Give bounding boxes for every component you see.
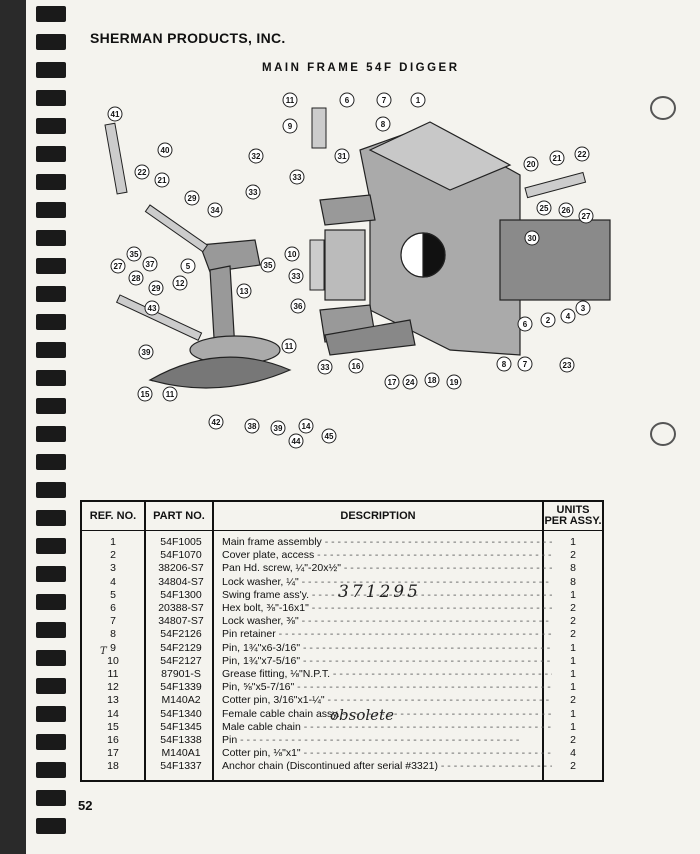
part-number-cell: 20388-S7 [158, 602, 204, 614]
part-number-cell: 34807-S7 [158, 615, 204, 628]
exploded-parts-diagram [70, 80, 630, 480]
svg-text:22: 22 [137, 168, 147, 177]
svg-text:15: 15 [140, 390, 150, 399]
svg-text:6: 6 [522, 320, 528, 329]
svg-text:43: 43 [147, 304, 157, 313]
description-cell: Cotter pin, 3/16"x1-¼" - - - [222, 694, 552, 707]
table-row [82, 681, 602, 694]
ref-cell: 14 [107, 707, 119, 720]
svg-text:14: 14 [301, 422, 311, 431]
table-row [82, 628, 602, 641]
description-cell: Anchor chain (Discontinued after serial #3321) - - - [222, 760, 552, 773]
description-cell: Female cable chain assy. - - - [222, 708, 552, 721]
svg-text:29: 29 [151, 284, 161, 293]
svg-text:33: 33 [248, 188, 258, 197]
ref-cell: 6 [110, 602, 116, 614]
units-cell: 2 [570, 734, 576, 746]
units-cell: 1 [570, 668, 576, 680]
description-cell: Swing frame ass'y. - - - [222, 589, 552, 602]
svg-text:29: 29 [187, 194, 197, 203]
svg-text:7: 7 [522, 360, 528, 369]
units-cell: 2 [570, 602, 576, 614]
ref-cell: 11 [107, 668, 119, 680]
table-row [82, 668, 602, 681]
part-number-cell: 87901-S [161, 668, 201, 680]
svg-text:26: 26 [561, 206, 571, 215]
svg-text:33: 33 [320, 363, 330, 372]
svg-text:40: 40 [160, 146, 170, 155]
units-cell: 2 [570, 694, 576, 707]
part-number-cell: 54F1338 [160, 734, 202, 746]
description-cell: Pin retainer - - - [222, 628, 552, 641]
units-cell: 1 [570, 588, 576, 601]
table-row [82, 562, 602, 575]
ref-cell: 8 [110, 628, 116, 641]
description-cell: Cover plate, access - - - [222, 549, 552, 562]
ref-cell: 12 [107, 681, 119, 694]
units-cell: 1 [570, 654, 576, 667]
units-cell: 1 [570, 641, 576, 654]
part-number-cell: 54F1005 [160, 536, 202, 548]
description-cell: Pin, ⅝"x5-7/16" - - - [222, 681, 552, 694]
units-cell: 1 [570, 536, 576, 548]
units-cell: 1 [570, 720, 576, 733]
svg-text:25: 25 [539, 204, 549, 213]
svg-text:11: 11 [285, 96, 295, 105]
part-number-cell: 54F2126 [160, 628, 202, 641]
units-cell: 2 [570, 628, 576, 641]
units-cell: 2 [570, 615, 576, 628]
svg-text:31: 31 [337, 152, 347, 161]
col-header-part: PART NO. [146, 502, 212, 531]
svg-text:45: 45 [324, 432, 334, 441]
svg-text:33: 33 [291, 272, 301, 281]
company-name: SHERMAN PRODUCTS, INC. [90, 30, 286, 46]
svg-text:35: 35 [263, 261, 273, 270]
table-row [82, 747, 602, 760]
table-row [82, 602, 602, 615]
handwritten-note-serial: 371295 [338, 582, 421, 602]
ref-cell: 5 [110, 588, 116, 601]
table-row [82, 760, 602, 773]
ref-cell: 9 [110, 641, 116, 654]
table-row [82, 655, 602, 668]
table-row [82, 734, 602, 747]
svg-text:41: 41 [110, 110, 120, 119]
svg-text:37: 37 [145, 260, 155, 269]
svg-text:27: 27 [581, 212, 591, 221]
table-row [82, 549, 602, 562]
svg-text:11: 11 [165, 390, 175, 399]
units-cell: 2 [570, 549, 576, 562]
svg-text:6: 6 [344, 96, 350, 105]
comb-binding [26, 0, 70, 854]
svg-text:1: 1 [415, 96, 421, 105]
handwritten-note-obsolete: obsolete [330, 706, 394, 724]
part-number-cell: 34804-S7 [158, 575, 204, 588]
svg-text:27: 27 [113, 262, 123, 271]
svg-text:2: 2 [545, 316, 551, 325]
ref-cell: 16 [107, 734, 119, 746]
svg-text:3: 3 [580, 304, 586, 313]
svg-text:8: 8 [501, 360, 507, 369]
description-cell: Grease fitting, ⅛"N.P.T. - - - [222, 668, 552, 681]
col-header-units: UNITS PER ASSY. [544, 502, 602, 531]
svg-text:7: 7 [381, 96, 387, 105]
svg-text:34: 34 [210, 206, 220, 215]
part-number-cell: M140A2 [161, 694, 201, 707]
description-cell: Lock washer, ¼" - - - [222, 576, 552, 589]
table-row [82, 615, 602, 628]
ref-cell: 7 [110, 615, 116, 628]
units-cell: 1 [570, 681, 576, 694]
part-number-cell: 38206-S7 [158, 562, 204, 575]
part-number-cell: 54F1300 [160, 588, 202, 601]
svg-text:23: 23 [562, 361, 572, 370]
ref-cell: 13 [107, 694, 119, 707]
svg-text:9: 9 [287, 122, 293, 131]
svg-text:12: 12 [175, 279, 185, 288]
units-cell: 8 [570, 575, 576, 588]
ref-cell: 10 [107, 654, 119, 667]
svg-text:36: 36 [293, 302, 303, 311]
ref-cell: 18 [107, 760, 119, 773]
svg-text:38: 38 [247, 422, 257, 431]
svg-text:18: 18 [427, 376, 437, 385]
ref-cell: 17 [107, 747, 119, 760]
col-header-description: DESCRIPTION [214, 502, 542, 531]
svg-text:39: 39 [273, 424, 283, 433]
svg-text:8: 8 [380, 120, 386, 129]
svg-text:11: 11 [284, 342, 294, 351]
svg-text:24: 24 [405, 378, 415, 387]
description-cell: Hex bolt, ⅜"-16x1" - - - [222, 602, 552, 615]
table-row [82, 642, 602, 655]
units-cell: 2 [570, 760, 576, 773]
part-number-cell: 54F1337 [160, 760, 202, 773]
svg-text:16: 16 [351, 362, 361, 371]
svg-text:20: 20 [526, 160, 536, 169]
svg-text:21: 21 [157, 176, 167, 185]
units-cell: 4 [570, 747, 576, 760]
handwritten-mark: T [100, 646, 107, 657]
svg-text:28: 28 [131, 274, 141, 283]
part-number-cell: M140A1 [161, 747, 201, 760]
col-header-ref: REF. NO. [82, 502, 144, 531]
ref-cell: 15 [107, 720, 119, 733]
part-number-cell: 54F2129 [160, 641, 202, 654]
ref-cell: 1 [110, 536, 116, 548]
svg-text:17: 17 [387, 378, 397, 387]
description-cell: Lock washer, ⅜" - - - [222, 615, 552, 628]
svg-text:30: 30 [527, 234, 537, 243]
part-number-cell: 54F1340 [160, 707, 202, 720]
punch-hole-icon [650, 96, 676, 120]
page-number: 52 [78, 798, 93, 813]
svg-text:13: 13 [239, 287, 249, 296]
description-cell: Male cable chain - - - [222, 721, 552, 734]
svg-text:39: 39 [141, 348, 151, 357]
description-cell: Cotter pin, ⅛"x1" - - - [222, 747, 552, 760]
parts-table [80, 500, 604, 782]
description-cell: Pin, 1¾"x7-5/16" - - - [222, 655, 552, 668]
svg-text:33: 33 [292, 173, 302, 182]
units-cell: 1 [570, 707, 576, 720]
svg-text:10: 10 [287, 250, 297, 259]
ref-cell: 2 [110, 549, 116, 562]
part-number-cell: 54F1070 [160, 549, 202, 562]
units-cell: 8 [570, 562, 576, 575]
svg-text:5: 5 [185, 262, 191, 271]
svg-text:35: 35 [129, 250, 139, 259]
description-cell: Pin, 1¾"x6-3/16" - - - [222, 642, 552, 655]
ref-cell: 3 [110, 562, 116, 575]
svg-text:44: 44 [291, 437, 301, 446]
punch-hole-icon [650, 422, 676, 446]
svg-text:21: 21 [552, 154, 562, 163]
part-number-cell: 54F1345 [160, 720, 202, 733]
description-cell: Pan Hd. screw, ¼"-20x½" - - - [222, 562, 552, 575]
svg-text:32: 32 [251, 152, 261, 161]
svg-text:22: 22 [577, 150, 587, 159]
svg-text:4: 4 [565, 312, 571, 321]
table-row [82, 536, 602, 549]
page-title: MAIN FRAME 54F DIGGER [262, 62, 460, 74]
part-number-cell: 54F1339 [160, 681, 202, 694]
svg-text:42: 42 [211, 418, 221, 427]
ref-cell: 4 [110, 575, 116, 588]
description-cell: Pin - - - [222, 734, 552, 747]
svg-text:19: 19 [449, 378, 459, 387]
description-cell: Main frame assembly - - - [222, 536, 552, 549]
part-number-cell: 54F2127 [160, 654, 202, 667]
